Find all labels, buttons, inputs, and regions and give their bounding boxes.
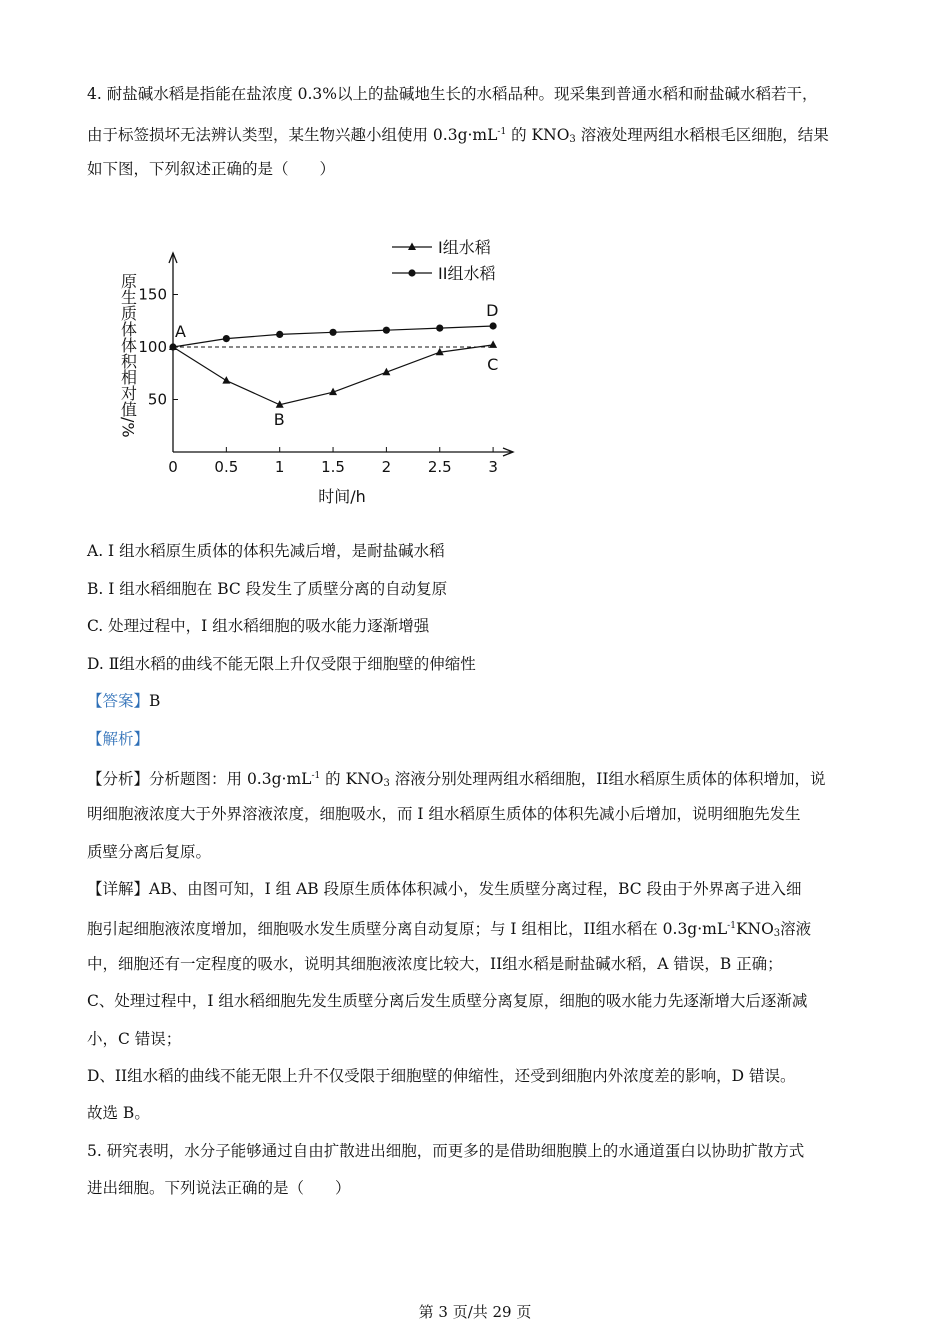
fenxi-sup: -1 [311, 771, 321, 781]
q5-line-1: 5. 研究表明，水分子能够通过自由扩散进出细胞，而更多的是借助细胞膜上的水通道蛋白以协助扩散方式 [87, 1142, 805, 1160]
series-group2-point [490, 322, 497, 329]
fenxi-line-3: 质壁分离后复原。 [87, 843, 212, 861]
xiangjie-sub: 3 [773, 928, 781, 939]
series-group2-point [436, 325, 443, 332]
series-group1-point [489, 340, 497, 348]
xiangjie-2a: 胞引起细胞液浓度增加，细胞吸水发生质壁分离自动复原；与 I 组相比，II组水稻在 0.3g·mL [87, 920, 728, 938]
fenxi-line-1 [87, 766, 826, 794]
q4-line-2-sup: -1 [497, 127, 507, 137]
answer-tag: 【答案】 [87, 692, 150, 710]
q4-line-2 [87, 122, 829, 150]
x-tick-label: 2.5 [427, 458, 452, 476]
series-group2-point [223, 335, 230, 342]
q4-line-2-mid: 的 KNO [506, 126, 570, 144]
xiangjie-line-3: 中，细胞还有一定程度的吸水，说明其细胞液浓度比较大，II组水稻是耐盐碱水稻，A 错误，B 正确； [87, 955, 783, 973]
protoplast-volume-chart [110, 225, 530, 515]
q4-line-2-sub: 3 [569, 134, 576, 145]
fenxi-1a: 分析题图：用 0.3g·mL [149, 770, 312, 788]
series-group2-point [329, 329, 336, 336]
q4-line-2-end: 溶液处理两组水稻根毛区细胞，结果 [575, 126, 829, 144]
xiangjie-1: AB、由图可知，I 组 AB 段原生质体体积减小，发生质壁分离过程，BC 段由于外界离子进入细 [149, 880, 802, 898]
q4-line-2-start: 由于标签损坏无法辨认类型，某生物兴趣小组使用 0.3g·mL [87, 126, 498, 144]
xiangjie-line-4: C、处理过程中，I 组水稻细胞先发生质壁分离后发生质壁分离复原，细胞的吸水能力先逐渐增大后逐渐减 [87, 992, 808, 1010]
chart-ticks [138, 286, 498, 477]
point-label: D [486, 301, 499, 320]
fenxi-1c: 溶液分别处理两组水稻细胞，II组水稻原生质体的体积增加，说 [389, 770, 826, 788]
q5-line-2: 进出细胞。下列说法正确的是（ ） [87, 1179, 351, 1197]
point-label: C [487, 354, 499, 374]
x-tick-label: 2 [381, 458, 392, 476]
y-tick-label: 150 [138, 285, 167, 304]
xiangjie-sup: -1 [727, 921, 736, 931]
chart-axes [169, 253, 513, 456]
option-a: A. I 组水稻原生质体的体积先减后增，是耐盐碱水稻 [87, 542, 445, 560]
option-c: C. 处理过程中，I 组水稻细胞的吸水能力逐渐增强 [87, 617, 430, 635]
xiangjie-line-2 [87, 916, 811, 944]
legend-triangle-marker [408, 243, 416, 251]
option-d: D. Ⅱ组水稻的曲线不能无限上升仅受限于细胞壁的伸缩性 [87, 655, 476, 673]
y-axis-label: 原生质体体积相对值/% [118, 273, 138, 438]
legend-circle-marker [408, 269, 415, 276]
y-tick-label: 50 [147, 390, 167, 409]
xiangjie-line-1 [87, 879, 802, 899]
point-label: B [273, 409, 285, 429]
xiangjie-2c: 溶液 [780, 920, 812, 938]
option-b: B. I 组水稻细胞在 BC 段发生了质壁分离的自动复原 [87, 580, 448, 598]
series-group2-point [276, 331, 283, 338]
answer-line [87, 691, 160, 711]
series-group1-point [222, 376, 230, 384]
fenxi-1b: 的 KNO [320, 770, 384, 788]
x-tick-label: 3 [488, 458, 498, 476]
q4-line-1: 4. 耐盐碱水稻是指能在盐浓度 0.3%以上的盐碱地生长的水稻品种。现采集到普通水稻和耐盐碱水稻若干， [87, 85, 818, 103]
point-label: A [175, 322, 186, 341]
conclusion: 故选 B。 [87, 1104, 150, 1122]
x-tick-label: 0 [168, 458, 178, 476]
xiangjie-tag: 【详解】 [87, 880, 150, 898]
series-group1-line [173, 345, 493, 405]
y-tick-label: 100 [138, 338, 167, 356]
chart-legend [392, 238, 495, 283]
q4-line-3: 如下图，下列叙述正确的是（ ） [87, 160, 336, 178]
chart-series [169, 322, 497, 407]
page-footer: 第 3 页/共 29 页 [418, 1303, 532, 1321]
x-axis-label: 时间/h [318, 487, 366, 506]
x-tick-label: 0.5 [214, 458, 239, 476]
series-group2-point [169, 343, 176, 350]
fenxi-sub: 3 [383, 778, 390, 789]
series-group2-point [383, 327, 390, 334]
xiangjie-2b: KNO [735, 920, 774, 938]
xiangjie-line-5: 小，C 错误； [87, 1030, 182, 1048]
answer-value: B [149, 692, 161, 710]
x-tick-label: 1 [274, 458, 285, 476]
legend-label: I组水稻 [438, 238, 491, 257]
x-tick-label: 1.5 [321, 458, 345, 476]
analysis-tag: 【解析】 [87, 730, 150, 748]
fenxi-tag: 【分析】 [87, 770, 150, 788]
xiangjie-line-6: D、II组水稻的曲线不能无限上升不仅受限于细胞壁的伸缩性，还受到细胞内外浓度差的影响，D 错误。 [87, 1067, 796, 1085]
fenxi-line-2: 明细胞液浓度大于外界溶液浓度，细胞吸水，而 I 组水稻原生质体的体积先减小后增加，说明细胞先发生 [87, 805, 801, 823]
legend-label: II组水稻 [438, 264, 496, 283]
